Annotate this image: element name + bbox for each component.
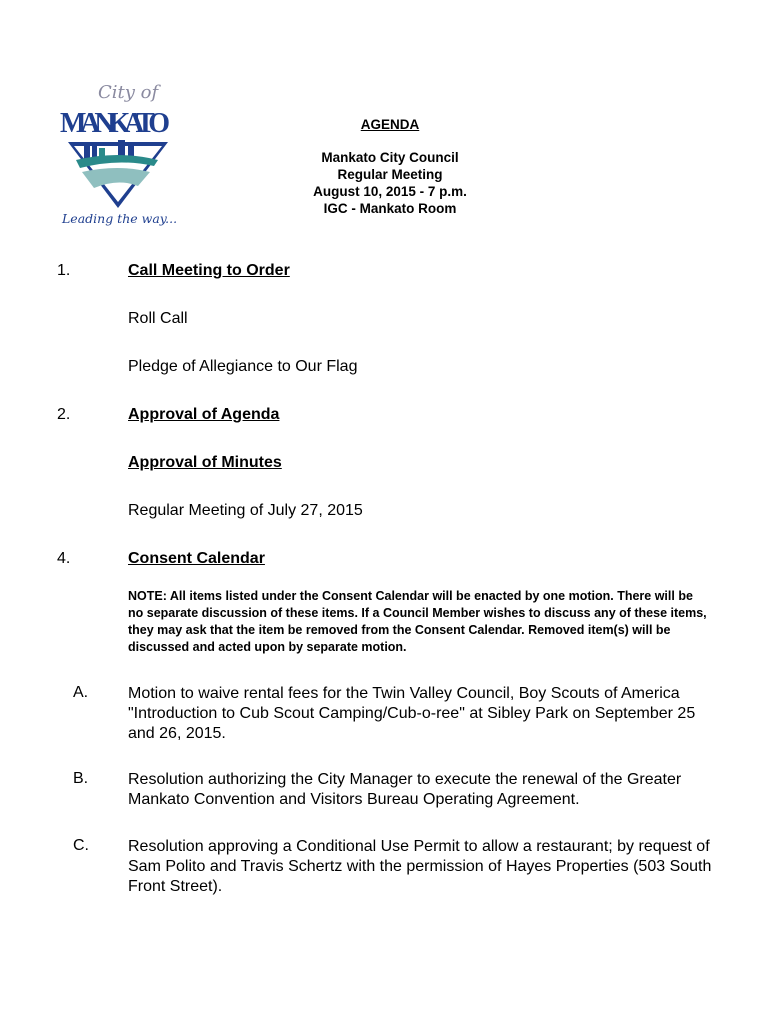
section-heading: Approval of Minutes bbox=[128, 454, 282, 471]
item-text: Motion to waive rental fees for the Twin Valley Council, Boy Scouts of America "Introduction to Cub Scout Camping/Cub-o-ree" at Sibley Park on September 25 and 26, 2015. bbox=[128, 685, 696, 742]
agenda-header bbox=[240, 116, 540, 217]
section-number: 1. bbox=[57, 262, 71, 279]
logo-tagline: Leading the way... bbox=[62, 211, 178, 226]
section-heading: Consent Calendar bbox=[128, 550, 265, 567]
section-heading: Approval of Agenda bbox=[128, 406, 280, 423]
header-line-location: IGC - Mankato Room bbox=[323, 201, 457, 216]
consent-note: NOTE: All items listed under the Consent Calendar will be enacted by one motion. There will be no separate discussion of these items. If a Council Member wishes to discuss any of these items, they may ask that the item be removed from the Consent Calendar. Removed item(s) will be discussed and acted upon by separate motion. bbox=[128, 589, 707, 654]
item-letter: C. bbox=[73, 837, 89, 854]
logo-mankato: MANKATO bbox=[60, 108, 170, 139]
mankato-logo-graphic bbox=[58, 80, 178, 230]
section-heading: Call Meeting to Order bbox=[128, 262, 290, 279]
header-line-meeting-type: Regular Meeting bbox=[337, 167, 443, 182]
roll-call: Roll Call bbox=[128, 310, 188, 327]
section-number: 2. bbox=[57, 406, 71, 423]
item-letter: A. bbox=[73, 684, 89, 701]
logo-city-of: City of bbox=[98, 82, 159, 103]
minutes-meeting: Regular Meeting of July 27, 2015 bbox=[128, 502, 363, 519]
item-text: Resolution authorizing the City Manager to execute the renewal of the Greater Mankato Convention and Visitors Bureau Operating Agreement. bbox=[128, 771, 682, 808]
header-line-date: August 10, 2015 - 7 p.m. bbox=[313, 184, 467, 199]
item-text: Resolution approving a Conditional Use Permit to allow a restaurant; by request of Sam Polito and Travis Schertz with the permission of Hayes Properties (503 South Front Street). bbox=[128, 838, 712, 895]
city-logo bbox=[58, 80, 178, 230]
header-line-council: Mankato City Council bbox=[321, 150, 459, 165]
item-letter: B. bbox=[73, 770, 89, 787]
agenda-title: AGENDA bbox=[360, 117, 420, 132]
pledge-of-allegiance: Pledge of Allegiance to Our Flag bbox=[128, 358, 358, 375]
section-number: 4. bbox=[57, 550, 71, 567]
